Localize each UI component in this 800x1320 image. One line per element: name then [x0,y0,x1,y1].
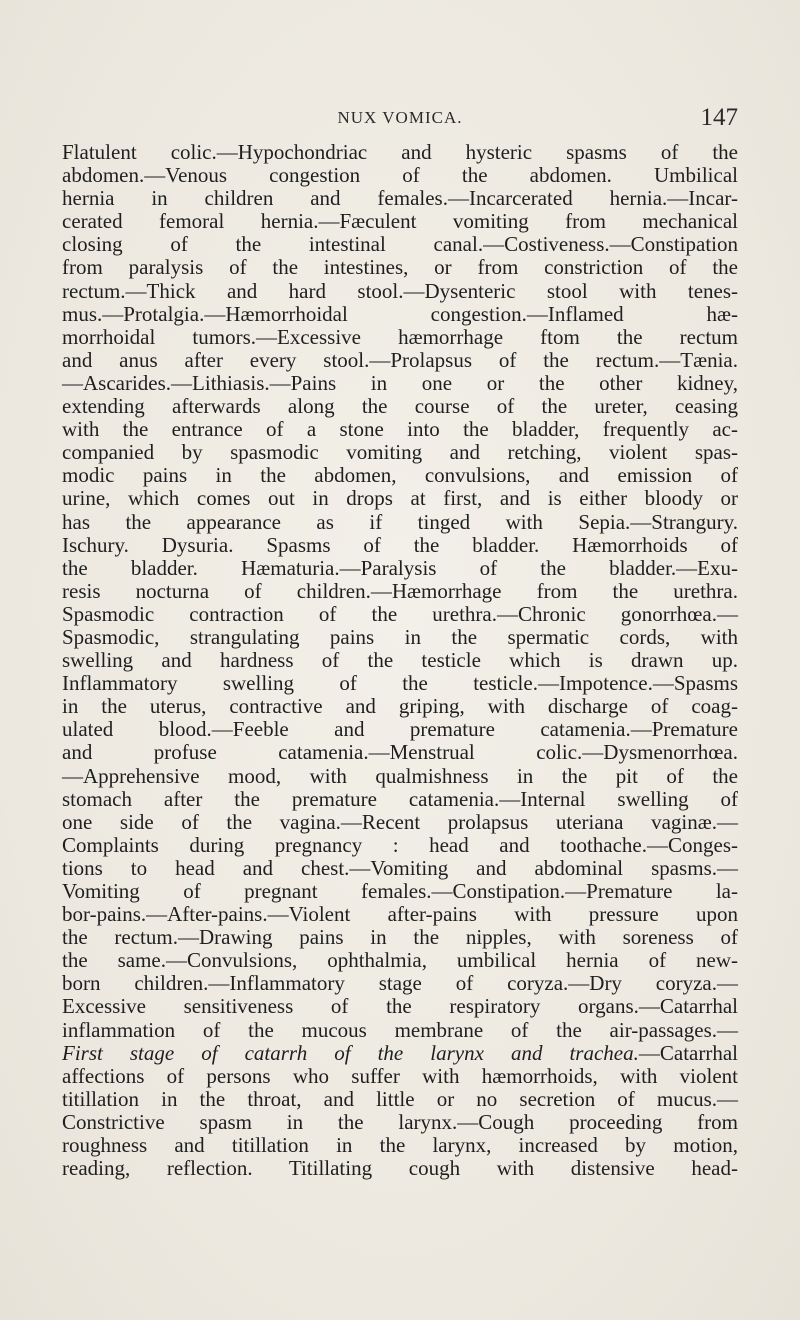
text-line: affections of persons who suffer with hæmorrhoids, with violent [62,1063,738,1088]
text-line: Inflammatory swelling of the testicle.—Impotence.—Spasms [62,671,738,696]
body-text [62,141,738,1180]
text-line: inflammation of the mucous membrane of the air-passages.— [62,1017,738,1042]
text-line: mus.—Protalgia.—Hæmorrhoidal congestion.—Inflamed hæ- [62,301,738,326]
text-line: Vomiting of pregnant females.—Constipation.—Premature la- [62,879,738,903]
text-line: Excessive sensitiveness of the respiratory organs.—Catarrhal [62,994,738,1019]
text-line: reading, reflection. Titillating cough with distensive head- [62,1156,738,1181]
text-line: tions to head and chest.—Vomiting and abdominal spasms.— [62,855,738,880]
text-line-italic-heading [62,1042,738,1065]
text-line: stomach after the premature catamenia.—Internal swelling of [62,786,738,811]
text-line: in the uterus, contractive and griping, with discharge of coag- [62,694,738,719]
page-number: 147 [700,104,738,131]
text-line: companied by spasmodic vomiting and retching, violent spas- [62,440,738,465]
text-line: —Ascarides.—Lithiasis.—Pains in one or the other kidney, [62,370,738,395]
text-line: bor-pains.—After-pains.—Violent after-pains with pressure upon [62,902,738,927]
text-line: morrhoidal tumors.—Excessive hæmorrhage ftom the rectum [62,324,738,349]
text-line: rectum.—Thick and hard stool.—Dysenteric stool with tenes- [62,278,738,303]
text-line: Ischury. Dysuria. Spasms of the bladder. Hæmorrhoids of [62,532,738,557]
text-line: the rectum.—Drawing pains in the nipples, with soreness of [62,925,738,950]
text-line: and anus after every stool.—Prolapsus of the rectum.—Tænia. [62,347,738,372]
text-line: Complaints during pregnancy : head and toothache.—Conges- [62,832,738,857]
text-line: born children.—Inflammatory stage of coryza.—Dry coryza.— [62,971,738,996]
text-line: one side of the vagina.—Recent prolapsus uteriana vaginæ.— [62,809,738,834]
text-line: roughness and titillation in the larynx, increased by motion, [62,1133,738,1158]
italic-line-rest: —Catarrhal [638,1040,738,1065]
page-header [62,104,738,136]
text-line: urine, which comes out in drops at first, and is either bloody or [62,486,738,511]
text-line: abdomen.—Venous congestion of the abdomen. Umbilical [62,163,738,188]
text-line: and profuse catamenia.—Menstrual colic.—Dysmenorrhœa. [62,740,738,765]
text-line: hernia in children and females.—Incarcerated hernia.—Incar- [62,186,738,211]
text-line: swelling and hardness of the testicle which is drawn up. [62,648,738,673]
text-line: with the entrance of a stone into the bladder, frequently ac- [62,417,738,442]
italic-heading: First stage of catarrh of the larynx and trachea. [62,1040,639,1065]
text-line: modic pains in the abdomen, convulsions, and emission of [62,463,738,488]
text-line: Spasmodic contraction of the urethra.—Chronic gonorrhœa.— [62,601,738,626]
text-line: resis nocturna of children.—Hæmorrhage from the urethra. [62,578,738,603]
text-line: —Apprehensive mood, with qualmishness in the pit of the [62,763,738,788]
text-line: the same.—Convulsions, ophthalmia, umbilical hernia of new- [62,948,738,973]
text-line: Flatulent colic.—Hypochondriac and hysteric spasms of the [62,140,738,164]
text-line: extending afterwards along the course of the ureter, ceasing [62,394,738,419]
text-line: Constrictive spasm in the larynx.—Cough proceeding from [62,1109,738,1134]
text-line: Spasmodic, strangulating pains in the spermatic cords, with [62,624,738,649]
text-line: ulated blood.—Feeble and premature catamenia.—Premature [62,717,738,742]
text-line: has the appearance as if tinged with Sepia.—Strangury. [62,509,738,534]
text-line: titillation in the throat, and little or no secretion of mucus.— [62,1086,738,1111]
text-line: closing of the intestinal canal.—Costiveness.—Constipation [62,232,738,257]
running-head: NUX VOMICA. [337,108,463,127]
text-line: from paralysis of the intestines, or from constriction of the [62,255,738,280]
text-line: the bladder. Hæmaturia.—Paralysis of the bladder.—Exu- [62,555,738,580]
text-line: cerated femoral hernia.—Fæculent vomiting from mechanical [62,209,738,234]
